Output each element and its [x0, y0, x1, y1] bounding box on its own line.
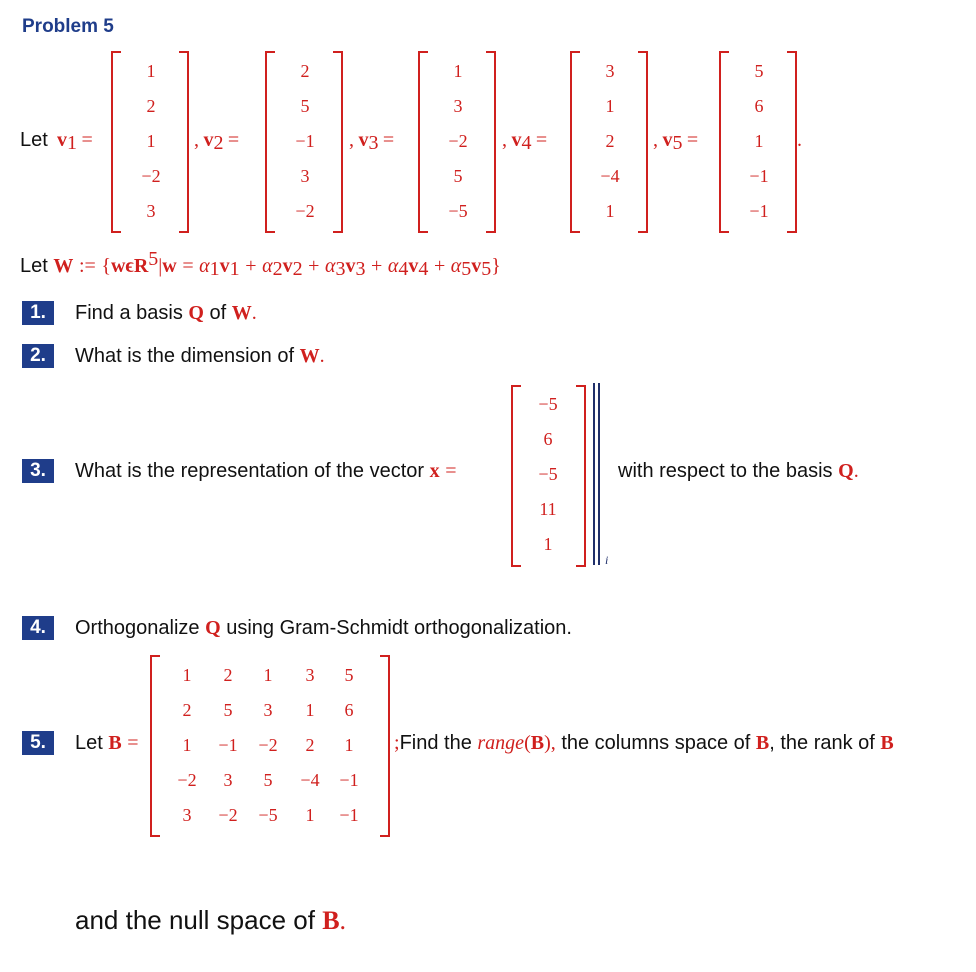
vector-4-entry: 1: [605, 96, 615, 116]
B-matrix-entry: 1: [182, 735, 192, 755]
item-1-text: [75, 302, 257, 325]
item-2-label: What is the dimension of: [75, 345, 294, 367]
intro-let: Let: [20, 129, 48, 151]
x-vector-entry: −5: [538, 464, 558, 484]
set-w: w: [110, 255, 126, 277]
B-matrix-entry: −5: [258, 805, 278, 825]
item-5-B: B: [108, 732, 122, 754]
item-5-rank: the rank of: [780, 732, 875, 754]
item-5-number: 5.: [22, 731, 54, 755]
vector-4-entry: 3: [605, 61, 615, 81]
vector-3-left-bracket: [418, 51, 428, 233]
vector-5-entry: 6: [754, 96, 764, 116]
vector-subscript: 1: [67, 132, 77, 154]
item-5-cols-B: B: [755, 732, 770, 754]
set-W: W: [53, 255, 74, 277]
B-matrix-entry: 1: [305, 700, 315, 720]
set-R-sup: 5: [148, 248, 159, 270]
x-vector-entry: 11: [539, 499, 557, 519]
vector-1-entry: 2: [146, 96, 156, 116]
linear-combination: [199, 255, 492, 280]
vector-3-label: [349, 129, 394, 155]
B-matrix-entry: 1: [263, 665, 273, 685]
vector-5-entry: 5: [754, 61, 764, 81]
item-3-text: [75, 460, 456, 483]
vector-1-entry: 3: [146, 201, 156, 221]
vectors-end-period: .: [797, 129, 802, 151]
lincomb-vector: v: [408, 255, 419, 277]
item-5-let: [75, 732, 139, 755]
vector-eq: =: [227, 129, 240, 151]
B-matrix-entry: −1: [339, 805, 359, 825]
item-5-semi: ;: [394, 732, 400, 754]
item-3-Q: Q: [838, 460, 854, 482]
lincomb-alpha: α: [199, 255, 210, 277]
vector-1-label: [57, 129, 93, 155]
item-1-W: W: [231, 302, 252, 324]
item-5-cols: the columns space of: [561, 732, 751, 754]
set-eq: =: [182, 255, 194, 277]
B-matrix-entry: −1: [218, 735, 238, 755]
vector-5-label: [653, 129, 698, 155]
B-matrix-entry: 1: [344, 735, 354, 755]
x-vector-entry: −5: [538, 394, 558, 414]
B-matrix-entry: −2: [218, 805, 238, 825]
vector-sep-comma: ,: [653, 129, 658, 151]
vector-sep-comma: ,: [502, 129, 507, 151]
item-1-number: 1.: [22, 301, 54, 325]
vector-3-entry: −5: [448, 201, 468, 221]
vector-4-left-bracket: [570, 51, 580, 233]
item-1-dot: .: [251, 302, 257, 324]
B-matrix-entry: 1: [305, 805, 315, 825]
B-matrix-entry: 3: [305, 665, 315, 685]
vector-1-entry: 1: [146, 61, 156, 81]
vector-subscript: 4: [521, 132, 532, 154]
vector-2-entry: −1: [295, 131, 315, 151]
item-2-dot: .: [319, 345, 325, 367]
lincomb-vector-sub: 2: [292, 258, 303, 280]
vector-subscript: 5: [672, 132, 683, 154]
item-5-range-B: B: [530, 732, 545, 754]
vector-eq: =: [382, 129, 395, 151]
set-lbrace: {: [101, 255, 111, 277]
lincomb-plus: +: [245, 255, 257, 277]
closing-label: and the null space of: [75, 905, 315, 935]
vector-3-entry: 1: [453, 61, 463, 81]
B-matrix-entry: 5: [223, 700, 233, 720]
x-right-bracket: [576, 385, 586, 567]
norm-bar-1: [593, 383, 595, 565]
norm-bar-2: [598, 383, 600, 565]
vector-3-entry: 3: [453, 96, 463, 116]
vector-eq: =: [535, 129, 548, 151]
vector-sep-comma: ,: [349, 129, 354, 151]
vector-eq: =: [686, 129, 699, 151]
set-let: Let: [20, 255, 48, 277]
vector-5-entry: −1: [749, 166, 769, 186]
item-3-number: 3.: [22, 459, 54, 483]
vector-name: v: [203, 129, 214, 151]
vector-name: v: [57, 129, 67, 151]
item-5-text: [394, 732, 894, 755]
B-matrix-entry: 5: [263, 770, 273, 790]
lincomb-vector-sub: 3: [355, 258, 366, 280]
vector-2-left-bracket: [265, 51, 275, 233]
lincomb-vector-sub: 5: [481, 258, 492, 280]
set-w2: w: [162, 255, 177, 277]
lincomb-plus: +: [308, 255, 320, 277]
item-4-Q: Q: [205, 617, 221, 639]
B-matrix-entry: −2: [177, 770, 197, 790]
vector-2-label: [194, 129, 239, 155]
lincomb-vector: v: [219, 255, 230, 277]
lincomb-plus: +: [433, 255, 446, 277]
set-rbrace: }: [491, 255, 501, 277]
item-5-comma2: ,: [769, 732, 775, 754]
problem-title: Problem 5: [22, 16, 114, 37]
B-matrix-entry: −1: [339, 770, 359, 790]
lincomb-vector: v: [471, 255, 482, 277]
vector-subscript: 3: [368, 132, 379, 154]
lincomb-alpha: α: [387, 255, 399, 277]
vector-5-entry: −1: [749, 201, 769, 221]
vector-1-left-bracket: [111, 51, 121, 233]
vector-4-right-bracket: [638, 51, 648, 233]
B-matrix-entry: 3: [263, 700, 273, 720]
set-bar: |: [158, 255, 163, 277]
vector-4-entry: −4: [600, 166, 620, 186]
vector-1-entry: −2: [141, 166, 161, 186]
item-4-text: [75, 617, 572, 640]
vector-5-entry: 1: [754, 131, 764, 151]
set-assign: :=: [78, 255, 96, 277]
vector-3-right-bracket: [486, 51, 496, 233]
item-1-label: Find a basis: [75, 302, 183, 324]
item-1-Q: Q: [188, 302, 204, 324]
item-5-rank-B: B: [880, 732, 894, 754]
item-2-text: [75, 345, 325, 368]
item-3-after: [618, 460, 859, 483]
item-5-lpar: (: [524, 732, 531, 754]
x-left-bracket: [511, 385, 521, 567]
item-5-comma: ,: [550, 732, 556, 754]
item-4-number: 4.: [22, 616, 54, 640]
closing-text: [75, 905, 346, 936]
lincomb-alpha-sub: 2: [272, 258, 283, 280]
item-3-dot: .: [853, 460, 859, 482]
x-vector-entry: 6: [543, 429, 553, 449]
vector-eq: =: [81, 129, 93, 151]
lincomb-alpha-sub: 4: [398, 258, 409, 280]
item-1-of: of: [209, 302, 227, 324]
lincomb-vector-sub: 4: [418, 258, 429, 280]
lincomb-plus: +: [371, 255, 383, 277]
vector-name: v: [511, 129, 522, 151]
vector-1-entry: 1: [146, 131, 156, 151]
item-5-range: range: [477, 732, 525, 754]
x-subscript: i: [605, 553, 609, 567]
vector-3-entry: −2: [448, 131, 468, 151]
vector-5-right-bracket: [787, 51, 797, 233]
vector-name: v: [662, 129, 673, 151]
B-matrix-entry: 6: [344, 700, 354, 720]
set-R: R: [133, 255, 149, 277]
lincomb-alpha: α: [324, 255, 336, 277]
vector-2-entry: −2: [295, 201, 315, 221]
item-3-eq: =: [445, 460, 457, 482]
lincomb-alpha-sub: 1: [209, 258, 220, 280]
B-matrix-entry: 2: [305, 735, 315, 755]
vector-3-entry: 5: [453, 166, 463, 186]
set-definition: [20, 248, 501, 281]
closing-dot: .: [339, 906, 347, 935]
B-matrix-entry: 5: [344, 665, 354, 685]
vector-2-entry: 5: [300, 96, 310, 116]
item-3-x: x: [429, 460, 440, 482]
B-right-bracket: [380, 655, 390, 837]
lincomb-alpha-sub: 5: [461, 258, 472, 280]
set-in: ϵ: [125, 255, 134, 277]
B-matrix-entry: 3: [182, 805, 192, 825]
B-matrix-entry: 2: [223, 665, 233, 685]
vector-5-left-bracket: [719, 51, 729, 233]
vector-name: v: [358, 129, 369, 151]
B-matrix-entry: −4: [300, 770, 320, 790]
lincomb-alpha-sub: 3: [335, 258, 346, 280]
lincomb-vector: v: [282, 255, 293, 277]
vector-2-right-bracket: [333, 51, 343, 233]
x-vector-entry: 1: [543, 534, 553, 554]
item-2-number: 2.: [22, 344, 54, 368]
B-matrix-entry: 2: [182, 700, 192, 720]
lincomb-alpha: α: [262, 255, 273, 277]
vector-2-entry: 2: [300, 61, 310, 81]
vector-subscript: 2: [213, 132, 224, 154]
item-5-rpar: ): [544, 732, 551, 754]
vector-2-entry: 3: [300, 166, 310, 186]
closing-B: B: [322, 906, 340, 935]
item-3-after-label: with respect to the basis: [618, 460, 833, 482]
vector-sep-comma: ,: [194, 129, 199, 151]
vector-4-label: [502, 129, 547, 155]
item-5-find: Find the: [399, 732, 472, 754]
item-3-label: What is the representation of the vector: [75, 460, 425, 482]
B-left-bracket: [150, 655, 160, 837]
lincomb-alpha: α: [450, 255, 462, 277]
item-5-eq: =: [127, 732, 139, 754]
vector-4-entry: 1: [605, 201, 615, 221]
vector-1-right-bracket: [179, 51, 189, 233]
B-matrix-entry: 3: [223, 770, 233, 790]
vector-4-entry: 2: [605, 131, 615, 151]
lincomb-vector-sub: 1: [229, 258, 240, 280]
lincomb-vector: v: [345, 255, 356, 277]
item-4-label: Orthogonalize: [75, 617, 200, 639]
B-matrix-entry: 1: [182, 665, 192, 685]
item-5-let-label: Let: [75, 732, 103, 754]
item-4-after: using Gram-Schmidt orthogonalization.: [226, 617, 572, 639]
B-matrix-entry: −2: [258, 735, 278, 755]
item-2-W: W: [299, 345, 320, 367]
